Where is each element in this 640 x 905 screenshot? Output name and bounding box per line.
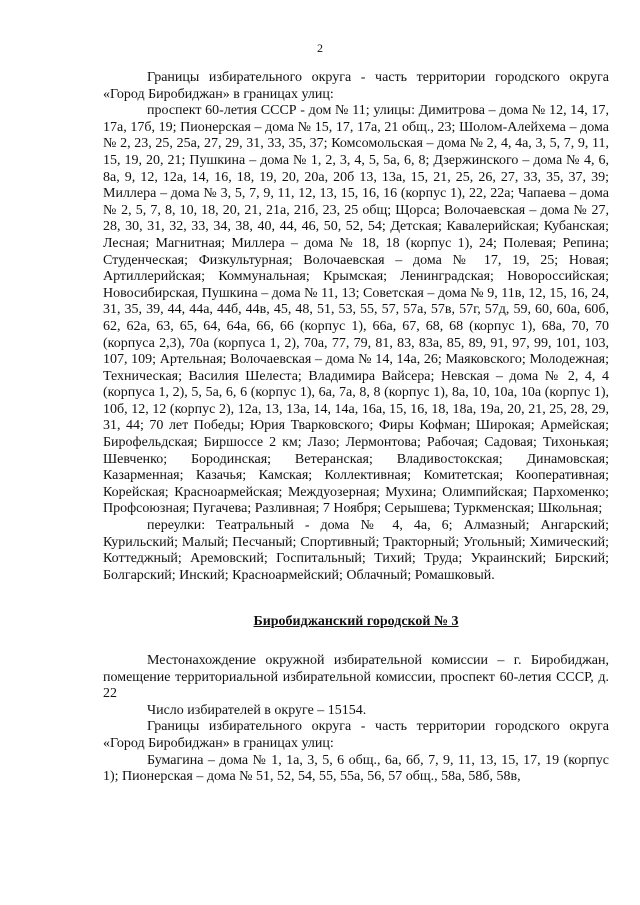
lanes-list-paragraph: переулки: Театральный - дома № 4, 4а, 6; Алмазный; Ангарский; Курильский; Малый; Песчаный; Спортивный; Тракторный; Угольный; Химический; Коттеджный; Аремовский; Госпитальный; Тихий; Труда; Украинский; Бирский; Болгарский; Инский; Красноармейский; Облачный; Ромашковый. xyxy=(103,518,609,583)
voter-count-paragraph: Число избирателей в округе – 15154. xyxy=(147,702,367,718)
document-body xyxy=(103,70,609,786)
boundary-intro-paragraph: Границы избирательного округа - часть территории городского округа «Город Биробиджан» в границах улиц: xyxy=(103,70,609,102)
page-number: 2 xyxy=(317,41,323,55)
streets-list-paragraph: проспект 60-летия СССР - дом № 11; улицы: Димитрова – дома № 12, 14, 17, 17а, 17б, 19; Пионерская – дома № 15, 17, 17а, 21 общ., 23; Шолом-Алейхема – дома № 2, 23, 25, 25а, 27, 29, 31, 33, 35, 37; Комсомольская – дома № 2, 4, 4а, 3, 5, 7, 9, 11, 15, 19, 20, 21; Пушкина – дома № 1, 2, 3, 4, 5, 5а, 6, 8; Дзержинского – дома № 4, 6, 8а, 9, 12, 12а, 14, 16, 18, 19, 20, 20а, 20б 13, 13а, 15, 21, 25, 26, 27, 33, 35, 37, 39; Миллера – дома № 3, 5, 7, 9, 11, 12, 13, 15, 16, 16 (корпус 1), 22, 22а; Чапаева – дома № 2, 5, 7, 8, 10, 18, 20, 21, 21а, 21б, 23, 25 общ; Щорса; Волочаевская – дома № 27, 28, 30, 31, 32, 33, 34, 38, 40, 44, 46, 50, 52, 54; Детская; Кавалерийская; Кубанская; Лесная; Магнитная; Миллера – дома № 18, 18 (корпус 1), 24; Полевая; Репина; Студенческая; Физкультурная; Волочаевская – дома № 17, 19, 25; Новая; Артиллерийская; Коммунальная; Крымская; Ленинградская; Новороссийская; Новосибирская, Пушкина – дома № 11, 13; Советская – дома № 9, 11в, 12, 15, 16, 24, 31, 35, 39, 44, 44а, 44б, 44в, 45, 48, 51, 53, 55, 57, 57а, 57в, 57г, 57д, 59, 60, 60а, 60б, 62, 62а, 63, 65, 64, 64а, 66, 66 (корпус 1), 66а, 67, 68, 68 (корпус 1), 68а, 70, 70 (корпуса 2,3), 70а (корпуса 1, 2), 70а, 77, 79, 81, 83, 83а, 85, 89, 91, 97, 99, 101, 103, 107, 109; Артельная; Волочаевская – дома № 14, 14а, 26; Маяковского; Молодежная; Техническая; Василия Шелеста; Владимира Вайсера; Невская – дома № 2, 4, 4 (корпуса 1, 2), 5, 5а, 6, 6 (корпус 1), 6а, 7а, 8, 8 (корпус 1), 8а, 10, 10а, 10а (корпус 1), 10б, 12, 12 (корпус 2), 12а, 13, 13а, 14, 14а, 16а, 15, 16, 18, 18а, 19а, 20, 21, 25, 28, 29, 31, 44; 70 лет Победы; Юрия Тварковского; Фиры Кофман; Широкая; Армейская; Бирофельдская; Биршоссе 2 км; Лазо; Лермонтова; Рабочая; Садовая; Тихонькая; Шевченко; Бородинская; Ветеранская; Владивостокская; Динамовская; Казарменная; Казачья; Камская; Коллективная; Комитетская; Кооперативная; Корейская; Красноармейская; Междуозерная; Мухина; Олимпийская; Пархоменко; Профсоюзная; Пугачева; Разливная; 7 Ноября; Серышева; Туркменская; Школьная; xyxy=(103,103,609,517)
district-heading: Биробиджанский городской № 3 xyxy=(253,614,459,630)
boundary-intro-paragraph-2: Границы избирательного округа - часть территории городского округа «Город Биробиджан» в границах улиц: xyxy=(103,719,609,751)
streets-list-paragraph-2: Бумагина – дома № 1, 1а, 3, 5, 6 общ., 6а, 6б, 7, 9, 11, 13, 15, 17, 19 (корпус 1); Пионерская – дома № 51, 52, 54, 55, 55а, 56, 57 общ., 58а, 58б, 58в, xyxy=(103,752,609,785)
commission-location-paragraph: Местонахождение окружной избирательной комиссии – г. Биробиджан, помещение территориальной избирательной комиссии, проспект 60-летия СССР, д. 22 xyxy=(103,653,609,702)
